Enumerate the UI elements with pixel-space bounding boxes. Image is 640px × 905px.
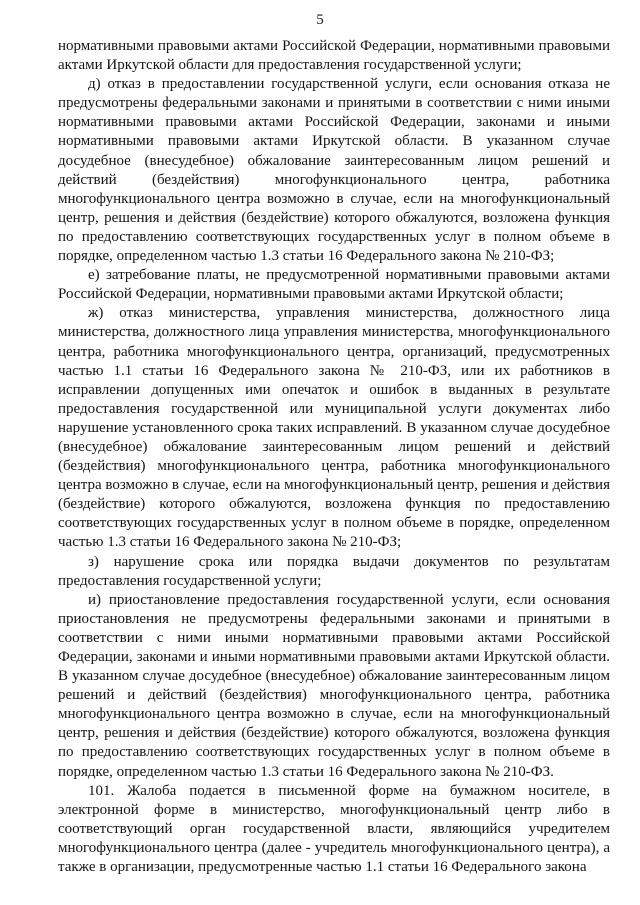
paragraph-item-d: д) отказ в предоставлении государственной услуги, если основания отказа не предусмотрены федеральными законами и принятыми в соответствии с ними иными нормативными правовыми актами Российской Федерации, законами и иными нормативными правовыми актами Иркутской области. В указанном случае досудебное (внесудебное) обжалование заинтересованным лицом решений и действий (бездействия) многофункционального центра, работника многофункционального центра возможно в случае, если на многофункциональный центр, решения и действия (бездействие) которого обжалуются, возложена функция по предоставлению соответствующих государственных услуг в полном объеме в порядке, определенном частью 1.3 статьи 16 Федерального закона № 210-ФЗ; (58, 76, 610, 265)
paragraph-item-z: з) нарушение срока или порядка выдачи документов по результатам предоставления государственной услуги; (58, 553, 610, 589)
paragraph-item-e: е) затребование платы, не предусмотренной нормативными правовыми актами Российской Федерации, нормативными правовыми актами Иркутской области; (58, 267, 610, 303)
paragraph-continuation: нормативными правовыми актами Российской Федерации, нормативными правовыми актами Иркутской области для предоставления государственной услуги; (58, 38, 610, 74)
document-body (58, 37, 610, 877)
paragraph-item-zh: ж) отказ министерства, управления министерства, должностного лица министерства, должностного лица управления министерства, многофункционального центра, работника многофункционального центра, организаций, предусмотренных частью 1.1 статьи 16 Федерального закона № 210-ФЗ, или их работников в исправлении допущенных ими опечаток и ошибок в выданных в результате предоставления государственной или муниципальной услуги документах либо нарушение установленного срока таких исправлений. В указанном случае досудебное (внесудебное) обжалование заинтересованным лицом решений и действий (бездействия) многофункционального центра, работника многофункционального центра возможно в случае, если на многофункциональный центр, решения и действия (бездействие) которого обжалуются, возложена функция по предоставлению соответствующих государственных услуг в полном объеме в порядке, определенном частью 1.3 статьи 16 Федерального закона № 210-ФЗ; (58, 305, 610, 551)
paragraph-101: 101. Жалоба подается в письменной форме на бумажном носителе, в электронной форме в министерство, многофункциональный центр либо в соответствующий орган государственной власти, являющийся учредителем многофункционального центра (далее - учредитель многофункционального центра), а также в организации, предусмотренные частью 1.1 статьи 16 Федерального закона (58, 782, 610, 876)
page-number: 5 (316, 12, 324, 28)
paragraph-item-i: и) приостановление предоставления государственной услуги, если основания приостановления не предусмотрены федеральными законами и принятыми в соответствии с ними иными нормативными правовыми актами Российской Федерации, законами и иными нормативными правовыми актами Иркутской области. В указанном случае досудебное (внесудебное) обжалование заинтересованным лицом решений и действий (бездействия) многофункционального центра, работника многофункционального центра возможно в случае, если на многофункциональный центр, решения и действия (бездействие) которого обжалуются, возложена функция по предоставлению соответствующих государственных услуг в полном объеме в порядке, определенном частью 1.3 статьи 16 Федерального закона № 210-ФЗ. (58, 591, 610, 780)
